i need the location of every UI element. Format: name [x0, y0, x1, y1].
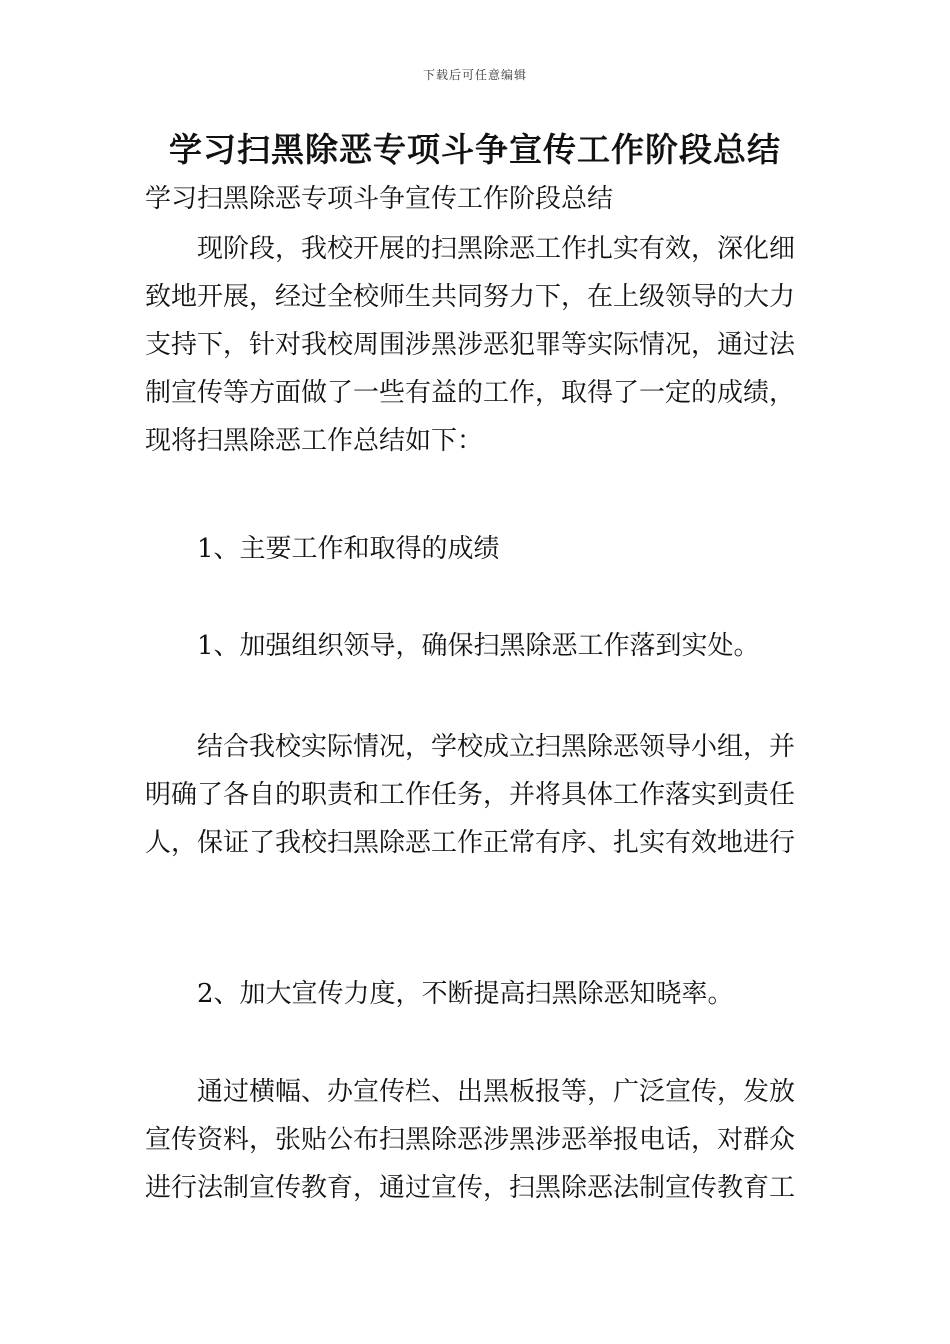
document-subtitle: 学习扫黑除恶专项斗争宣传工作阶段总结 [145, 184, 614, 214]
item1-paragraph: 结合我校实际情况，学校成立扫黑除恶领导小组，并明确了各自的职责和工作任务，并将具体工作落实到责任人，保证了我校扫黑除恶工作正常有序、扎实有效地进行 [145, 732, 796, 858]
item1-heading: 1、加强组织领导，确保扫黑除恶工作落到实处。 [197, 631, 760, 661]
section-heading: 1、主要工作和取得的成绩 [197, 534, 500, 564]
header-note: 下载后可任意编辑 [422, 68, 527, 82]
intro-paragraph: 现阶段，我校开展的扫黑除恶工作扎实有效，深化细致地开展，经过全校师生共同努力下，在上级领导的大力支持下，针对我校周围涉黑涉恶犯罪等实际情况，通过法制宣传等方面做了一些有益的工作，取得了一定的成绩，现将扫黑除恶工作总结如下： [145, 234, 796, 456]
item2-paragraph: 通过横幅、办宣传栏、出黑板报等，广泛宣传，发放宣传资料，张贴公布扫黑除恶涉黑涉恶举报电话，对群众进行法制宣传教育，通过宣传，扫黑除恶法制宣传教育工 [145, 1077, 796, 1203]
document-title: 学习扫黑除恶专项斗争宣传工作阶段总结 [169, 130, 781, 169]
item2-heading: 2、加大宣传力度，不断提高扫黑除恶知晓率。 [197, 979, 734, 1009]
